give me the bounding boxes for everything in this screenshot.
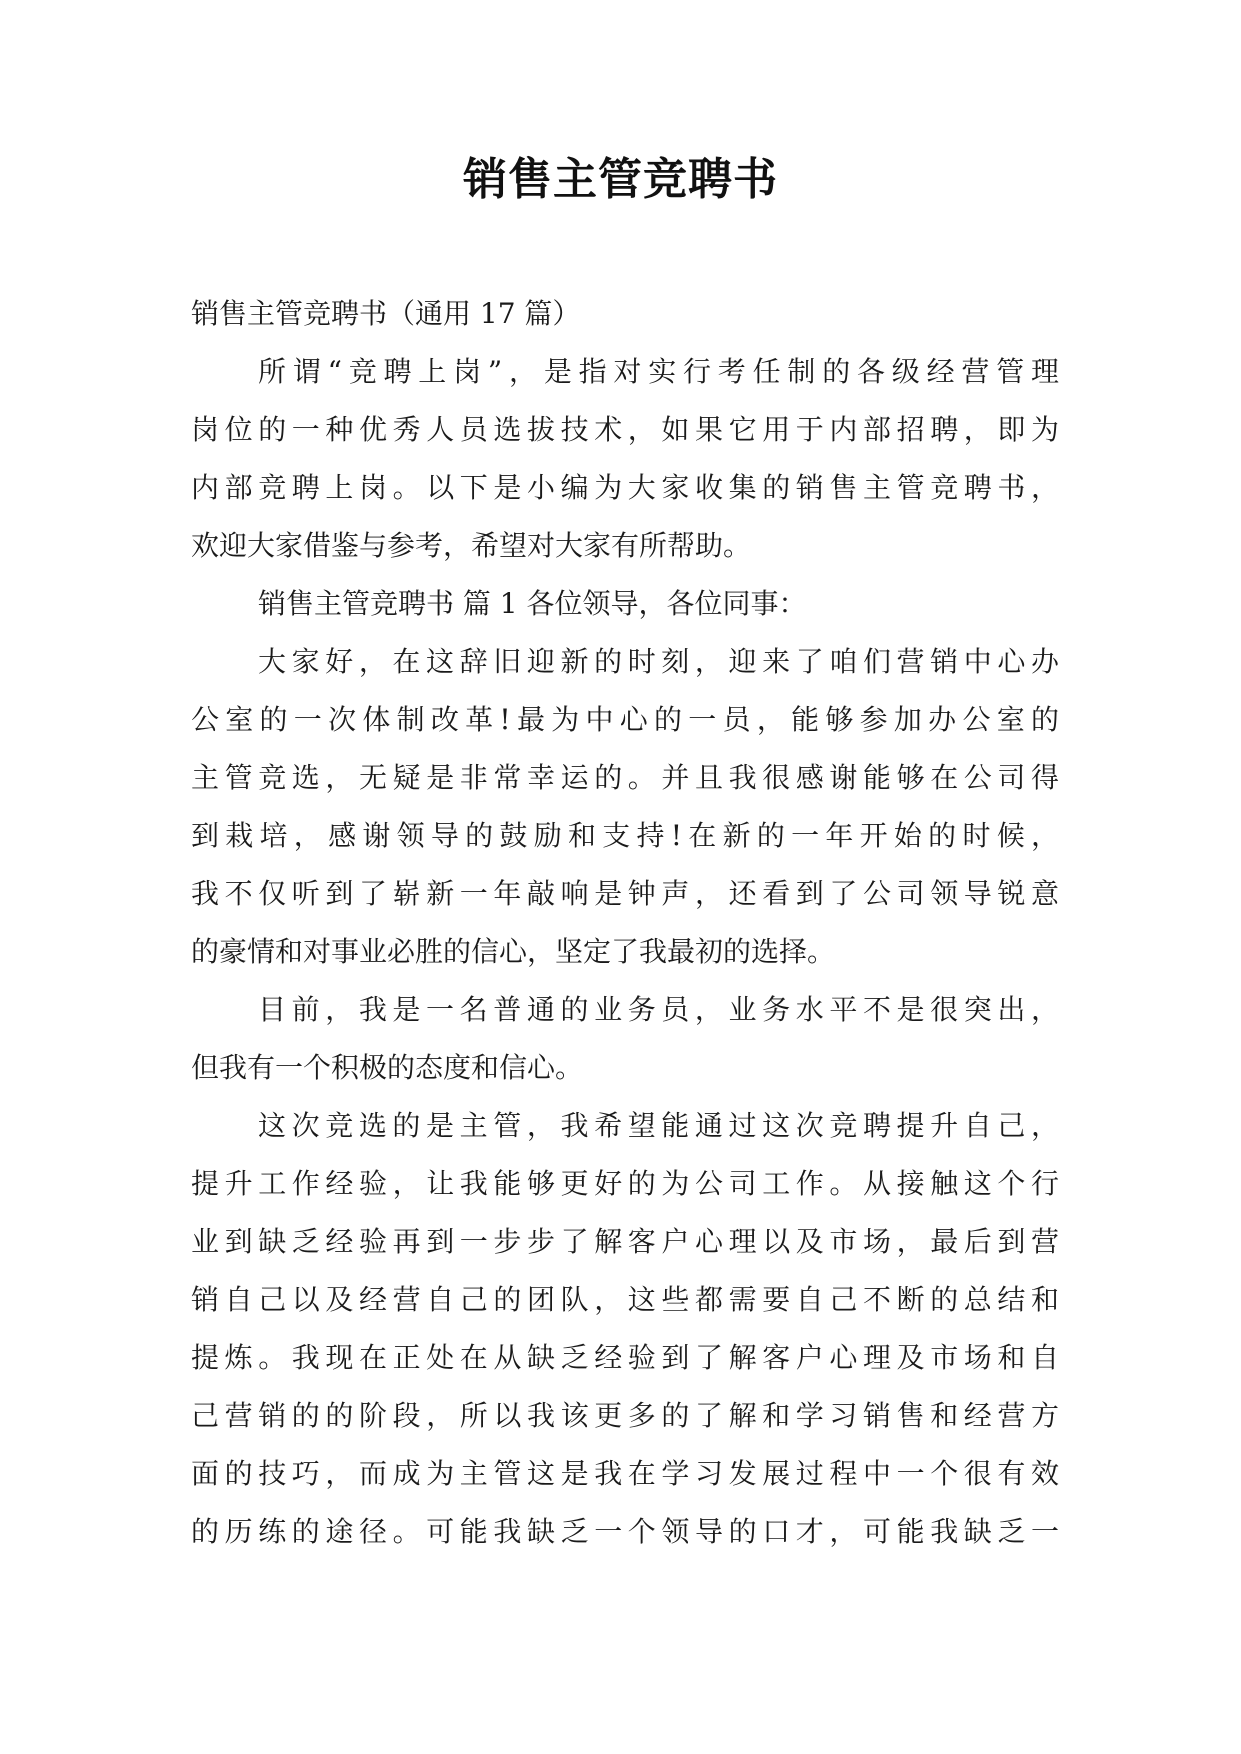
text-line: 岗位的一种优秀人员选拔技术，如果它用于内部招聘，即为 xyxy=(191,413,1061,446)
text-line: 提升工作经验，让我能够更好的为公司工作。从接触这个行 xyxy=(191,1167,1061,1200)
text-line: 目前，我是一名普通的业务员，业务水平不是很突出， xyxy=(258,993,1061,1026)
text-line: 公室的一次体制改革!最为中心的一员，能够参加办公室的 xyxy=(191,703,1061,736)
text-line: 业到缺乏经验再到一步步了解客户心理以及市场，最后到营 xyxy=(191,1225,1061,1258)
text-line: 我不仅听到了崭新一年敲响是钟声，还看到了公司领导锐意 xyxy=(191,877,1061,910)
text-line: 这次竞选的是主管，我希望能通过这次竞聘提升自己， xyxy=(258,1109,1061,1142)
document-body xyxy=(191,285,1061,1561)
text-line: 的历练的途径。可能我缺乏一个领导的口才，可能我缺乏一 xyxy=(191,1515,1061,1548)
text-line: 大家好，在这辞旧迎新的时刻，迎来了咱们营销中心办 xyxy=(258,645,1061,678)
text-line: 销自己以及经营自己的团队，这些都需要自己不断的总结和 xyxy=(191,1283,1061,1316)
text-line: 面的技巧，而成为主管这是我在学习发展过程中一个很有效 xyxy=(191,1457,1061,1490)
text-line: 主管竞选，无疑是非常幸运的。并且我很感谢能够在公司得 xyxy=(191,761,1061,794)
document-title: 销售主管竞聘书 xyxy=(463,154,778,205)
text-line: 但我有一个积极的态度和信心。 xyxy=(191,1051,584,1084)
text-line: 内部竞聘上岗。以下是小编为大家收集的销售主管竞聘书， xyxy=(191,471,1061,504)
text-line: 己营销的的阶段，所以我该更多的了解和学习销售和经营方 xyxy=(191,1399,1061,1432)
text-line: 到栽培，感谢领导的鼓励和支持!在新的一年开始的时候， xyxy=(191,819,1061,852)
text-line: 销售主管竞聘书（通用 17 篇） xyxy=(191,297,581,330)
text-line: 提炼。我现在正处在从缺乏经验到了解客户心理及市场和自 xyxy=(191,1341,1061,1374)
text-line: 欢迎大家借鉴与参考，希望对大家有所帮助。 xyxy=(191,529,752,562)
text-line: 的豪情和对事业必胜的信心，坚定了我最初的选择。 xyxy=(191,935,836,968)
text-line: 销售主管竞聘书 篇 1 各位领导，各位同事： xyxy=(258,587,807,620)
text-line: 所谓“竞聘上岗”，是指对实行考任制的各级经营管理 xyxy=(258,355,1061,388)
